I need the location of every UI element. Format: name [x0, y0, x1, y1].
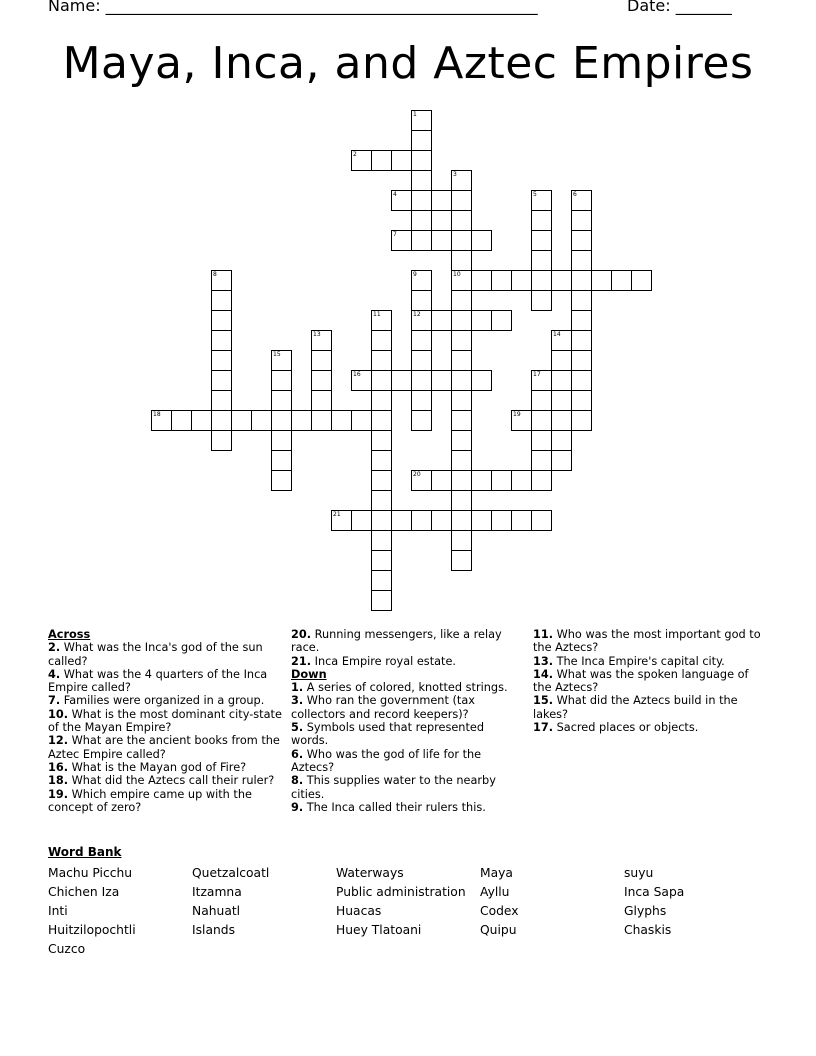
- crossword-cell[interactable]: [371, 590, 392, 611]
- clue: [291, 694, 519, 721]
- word-bank-column: [336, 864, 466, 940]
- crossword-cell[interactable]: [351, 410, 372, 431]
- crossword-cell[interactable]: [271, 430, 292, 451]
- crossword-cell[interactable]: [551, 410, 572, 431]
- word-bank-column: [480, 864, 519, 940]
- word-bank-word: Huacas: [336, 904, 382, 918]
- crossword-cell[interactable]: [411, 210, 432, 231]
- clue-text: What was the spoken language of the Aztecs?: [533, 667, 749, 695]
- clue: [48, 694, 284, 707]
- crossword-cell[interactable]: [371, 370, 392, 391]
- crossword-cell[interactable]: [511, 270, 532, 291]
- across-clues-part-2: [291, 628, 519, 668]
- clue-number: 11.: [533, 628, 554, 641]
- clue-number: 7.: [48, 694, 61, 708]
- crossword-cell[interactable]: [411, 190, 432, 211]
- clues-column-2: [291, 628, 519, 814]
- crossword-cell[interactable]: [451, 270, 472, 291]
- across-clues-part-1: [48, 641, 284, 814]
- clue-text: Who ran the government (tax collectors and record keepers)?: [291, 694, 475, 721]
- crossword-cell[interactable]: [351, 370, 372, 391]
- clues-column-1: [48, 628, 284, 814]
- crossword-cell[interactable]: [311, 390, 332, 411]
- crossword-cell[interactable]: [271, 450, 292, 471]
- crossword-cell[interactable]: [211, 270, 232, 291]
- crossword-cell[interactable]: [391, 510, 412, 531]
- cell-number: 12: [413, 311, 421, 318]
- crossword-cell[interactable]: [331, 410, 352, 431]
- clue-number: 19.: [48, 787, 69, 801]
- cell-number: 13: [313, 331, 321, 338]
- crossword-cell[interactable]: [211, 350, 232, 371]
- crossword-cell[interactable]: [551, 370, 572, 391]
- crossword-cell[interactable]: [491, 510, 512, 531]
- word-bank-word: Islands: [192, 923, 235, 937]
- crossword-cell[interactable]: [431, 510, 452, 531]
- crossword-cell[interactable]: [431, 190, 452, 211]
- clue: [48, 788, 284, 815]
- cell-number: 15: [273, 351, 281, 358]
- clue: [291, 681, 519, 694]
- crossword-cell[interactable]: [371, 330, 392, 351]
- crossword-cell[interactable]: [451, 350, 472, 371]
- crossword-cell[interactable]: [471, 470, 492, 491]
- crossword-cell[interactable]: [391, 190, 412, 211]
- crossword-cell[interactable]: [531, 210, 552, 231]
- crossword-cell[interactable]: [411, 330, 432, 351]
- crossword-cell[interactable]: [451, 230, 472, 251]
- clue-number: 17.: [533, 721, 554, 735]
- crossword-cell[interactable]: [571, 230, 592, 251]
- crossword-cell[interactable]: [211, 310, 232, 331]
- cell-number: 21: [333, 511, 341, 518]
- crossword-cell[interactable]: [531, 510, 552, 531]
- clue-text: Which empire came up with the concept of zero?: [48, 787, 252, 814]
- crossword-cell[interactable]: [531, 250, 552, 271]
- crossword-cell[interactable]: [571, 210, 592, 231]
- crossword-cell[interactable]: [211, 290, 232, 311]
- word-bank-word: Huey Tlatoani: [336, 923, 422, 937]
- crossword-cell[interactable]: [551, 430, 572, 451]
- word-bank-word: Quipu: [480, 923, 517, 937]
- crossword-cell[interactable]: [531, 410, 552, 431]
- word-bank-word: Codex: [480, 904, 519, 918]
- across-heading: Across: [48, 628, 91, 641]
- crossword-cell[interactable]: [211, 410, 232, 431]
- clue: [48, 641, 284, 668]
- cell-number: 2: [353, 151, 357, 158]
- cell-number: 1: [413, 111, 417, 118]
- word-bank-word: Ayllu: [480, 885, 510, 899]
- crossword-cell[interactable]: [411, 230, 432, 251]
- clue-number: 18.: [48, 774, 69, 788]
- crossword-cell[interactable]: [531, 470, 552, 491]
- cell-number: 10: [453, 271, 461, 278]
- clue-text: Running messengers, like a relay race.: [291, 628, 502, 655]
- crossword-cell[interactable]: [411, 390, 432, 411]
- clue: [533, 694, 769, 721]
- crossword-cell[interactable]: [431, 370, 452, 391]
- clue-number: 13.: [533, 654, 554, 668]
- crossword-cell[interactable]: [371, 310, 392, 331]
- crossword-cell[interactable]: [411, 310, 432, 331]
- crossword-cell[interactable]: [451, 190, 472, 211]
- crossword-cell[interactable]: [451, 310, 472, 331]
- crossword-cell[interactable]: [471, 510, 492, 531]
- cell-number: 7: [393, 231, 397, 238]
- clue-number: 9.: [291, 800, 304, 814]
- cell-number: 3: [453, 171, 457, 178]
- crossword-cell[interactable]: [451, 510, 472, 531]
- crossword-cell[interactable]: [611, 270, 632, 291]
- clue: [48, 734, 284, 761]
- cell-number: 9: [413, 271, 417, 278]
- clue-text: What is the Mayan god of Fire?: [68, 760, 247, 774]
- crossword-cell[interactable]: [451, 370, 472, 391]
- crossword-cell[interactable]: [391, 230, 412, 251]
- clue-number: 8.: [291, 774, 304, 788]
- crossword-cell[interactable]: [371, 350, 392, 371]
- word-bank-word: Chaskis: [624, 923, 672, 937]
- clue: [291, 655, 519, 668]
- clue-text: Who was the god of life for the Aztecs?: [291, 747, 482, 774]
- crossword-cell[interactable]: [551, 330, 572, 351]
- clue-text: The Inca Empire's capital city.: [553, 654, 725, 668]
- cell-number: 19: [513, 411, 521, 418]
- crossword-cell[interactable]: [451, 450, 472, 471]
- crossword-cell[interactable]: [471, 230, 492, 251]
- cell-number: 5: [533, 191, 537, 198]
- crossword-cell[interactable]: [211, 390, 232, 411]
- clue-text: Who was the most important god to the Aztecs?: [533, 628, 761, 655]
- down-heading: Down: [291, 667, 327, 681]
- clue-number: 2.: [48, 641, 61, 655]
- crossword-cell[interactable]: [211, 430, 232, 451]
- crossword-cell[interactable]: [471, 370, 492, 391]
- crossword-cell[interactable]: [531, 270, 552, 291]
- date-field[interactable]: Date: _______: [627, 0, 732, 15]
- crossword-cell[interactable]: [411, 170, 432, 191]
- crossword-cell[interactable]: [451, 330, 472, 351]
- crossword-cell[interactable]: [511, 510, 532, 531]
- clue-number: 1.: [291, 681, 304, 695]
- crossword-cell[interactable]: [531, 230, 552, 251]
- clue-number: 3.: [291, 694, 304, 708]
- crossword-cell[interactable]: [311, 410, 332, 431]
- clue-number: 10.: [48, 707, 69, 721]
- crossword-cell[interactable]: [371, 390, 392, 411]
- crossword-cell[interactable]: [211, 330, 232, 351]
- crossword-cell[interactable]: [251, 410, 272, 431]
- word-bank-word: Public administration: [336, 885, 466, 899]
- crossword-cell[interactable]: [571, 190, 592, 211]
- crossword-cell[interactable]: [571, 270, 592, 291]
- crossword-cell[interactable]: [411, 150, 432, 171]
- crossword-cell[interactable]: [491, 470, 512, 491]
- clue: [48, 668, 284, 695]
- crossword-cell[interactable]: [451, 430, 472, 451]
- crossword-cell[interactable]: [371, 450, 392, 471]
- clue: [533, 721, 769, 734]
- word-bank-title: Word Bank: [48, 845, 122, 859]
- clue-text: A series of colored, knotted strings.: [303, 681, 508, 695]
- clue-number: 16.: [48, 760, 69, 774]
- clue: [291, 721, 519, 748]
- word-bank-word: suyu: [624, 866, 654, 880]
- clue-number: 5.: [291, 721, 304, 735]
- clue: [533, 655, 769, 668]
- crossword-cell[interactable]: [411, 410, 432, 431]
- crossword-cell[interactable]: [171, 410, 192, 431]
- clue-number: 21.: [291, 654, 312, 668]
- clue-text: This supplies water to the nearby cities.: [291, 774, 496, 801]
- crossword-cell[interactable]: [631, 270, 652, 291]
- crossword-cell[interactable]: [411, 270, 432, 291]
- word-bank-word: Inca Sapa: [624, 885, 685, 899]
- down-clues-part-2: [533, 628, 769, 734]
- clue: [48, 774, 284, 787]
- crossword-cell[interactable]: [371, 490, 392, 511]
- clue-text: Sacred places or objects.: [553, 721, 699, 735]
- crossword-cell[interactable]: [271, 470, 292, 491]
- word-bank-word: Glyphs: [624, 904, 667, 918]
- crossword-cell[interactable]: [531, 190, 552, 211]
- crossword-cell[interactable]: [451, 470, 472, 491]
- clues-column-3: [533, 628, 769, 734]
- crossword-cell[interactable]: [531, 450, 552, 471]
- cell-number: 20: [413, 471, 421, 478]
- clue-number: 6.: [291, 747, 304, 761]
- word-bank-word: Cuzco: [48, 942, 86, 956]
- word-bank-word: Nahuatl: [192, 904, 241, 918]
- crossword-cell[interactable]: [591, 270, 612, 291]
- crossword-cell[interactable]: [191, 410, 212, 431]
- crossword-cell[interactable]: [371, 530, 392, 551]
- clue: [48, 708, 284, 735]
- crossword-cell[interactable]: [271, 350, 292, 371]
- crossword-cell[interactable]: [271, 410, 292, 431]
- crossword-cell[interactable]: [451, 390, 472, 411]
- crossword-cell[interactable]: [531, 290, 552, 311]
- cell-number: 6: [573, 191, 577, 198]
- word-bank-word: Machu Picchu: [48, 866, 133, 880]
- crossword-cell[interactable]: [551, 450, 572, 471]
- crossword-cell[interactable]: [351, 150, 372, 171]
- crossword-cell[interactable]: [471, 310, 492, 331]
- crossword-cell[interactable]: [371, 430, 392, 451]
- crossword-cell[interactable]: [571, 370, 592, 391]
- crossword-cell[interactable]: [411, 110, 432, 131]
- clue-text: What did the Aztecs call their ruler?: [68, 774, 275, 788]
- word-bank-word: Huitzilopochtli: [48, 923, 136, 937]
- clue-text: What is the most dominant city-state of the Mayan Empire?: [48, 707, 282, 735]
- cell-number: 17: [533, 371, 541, 378]
- crossword-cell[interactable]: [311, 350, 332, 371]
- crossword-cell[interactable]: [391, 370, 412, 391]
- clue-number: 12.: [48, 734, 69, 748]
- crossword-cell[interactable]: [411, 370, 432, 391]
- crossword-cell[interactable]: [451, 410, 472, 431]
- crossword-cell[interactable]: [451, 290, 472, 311]
- crossword-cell[interactable]: [431, 310, 452, 331]
- crossword-cell[interactable]: [551, 350, 572, 371]
- crossword-cell[interactable]: [551, 270, 572, 291]
- crossword-cell[interactable]: [451, 210, 472, 231]
- clue: [291, 774, 519, 801]
- crossword-cell[interactable]: [411, 350, 432, 371]
- crossword-cell[interactable]: [371, 470, 392, 491]
- cell-number: 4: [393, 191, 397, 198]
- crossword-cell[interactable]: [451, 250, 472, 271]
- clue: [291, 628, 519, 655]
- crossword-cell[interactable]: [231, 410, 252, 431]
- crossword-cell[interactable]: [411, 130, 432, 151]
- crossword-cell[interactable]: [571, 250, 592, 271]
- word-bank-word: Maya: [480, 866, 513, 880]
- clue: [533, 668, 769, 695]
- clue-number: 20.: [291, 628, 312, 641]
- crossword-cell[interactable]: [331, 510, 352, 531]
- crossword-cell[interactable]: [411, 290, 432, 311]
- clue-text: What was the 4 quarters of the Inca Empire called?: [48, 667, 268, 695]
- name-field[interactable]: Name: ______________________________________________________: [48, 0, 538, 15]
- word-bank-word: Chichen Iza: [48, 885, 120, 899]
- crossword-cell[interactable]: [471, 270, 492, 291]
- crossword-cell[interactable]: [371, 550, 392, 571]
- crossword-cell[interactable]: [371, 150, 392, 171]
- crossword-cell[interactable]: [371, 510, 392, 531]
- crossword-cell[interactable]: [571, 290, 592, 311]
- crossword-cell[interactable]: [371, 410, 392, 431]
- crossword-cell[interactable]: [151, 410, 172, 431]
- word-bank-column: [48, 864, 136, 959]
- word-bank-word: Inti: [48, 904, 68, 918]
- crossword-cell[interactable]: [411, 470, 432, 491]
- page-title: Maya, Inca, and Aztec Empires: [62, 38, 754, 89]
- crossword-cell[interactable]: [491, 310, 512, 331]
- crossword-cell[interactable]: [531, 390, 552, 411]
- clue: [291, 801, 519, 814]
- cell-number: 18: [153, 411, 161, 418]
- clue-text: What are the ancient books from the Aztec Empire called?: [48, 734, 280, 761]
- clue-text: Symbols used that represented words.: [291, 721, 485, 748]
- word-bank-word: Quetzalcoatl: [192, 866, 270, 880]
- crossword-cell[interactable]: [291, 410, 312, 431]
- word-bank-word: Waterways: [336, 866, 404, 880]
- crossword-cell[interactable]: [351, 510, 372, 531]
- crossword-cell[interactable]: [491, 270, 512, 291]
- crossword-cell[interactable]: [311, 370, 332, 391]
- crossword-cell[interactable]: [511, 470, 532, 491]
- crossword-cell[interactable]: [571, 410, 592, 431]
- clue: [291, 748, 519, 775]
- crossword-cell[interactable]: [531, 370, 552, 391]
- crossword-cell[interactable]: [431, 230, 452, 251]
- crossword-cell[interactable]: [451, 550, 472, 571]
- word-bank-column: [624, 864, 684, 940]
- crossword-cell[interactable]: [571, 310, 592, 331]
- crossword-cell[interactable]: [371, 570, 392, 591]
- cell-number: 16: [353, 371, 361, 378]
- clue-text: Families were organized in a group.: [60, 694, 265, 708]
- crossword-cell[interactable]: [451, 530, 472, 551]
- word-bank-word: Itzamna: [192, 885, 242, 899]
- crossword-cell[interactable]: [271, 370, 292, 391]
- clue-number: 15.: [533, 694, 554, 708]
- crossword-cell[interactable]: [211, 370, 232, 391]
- crossword-cell[interactable]: [531, 430, 552, 451]
- clue: [48, 761, 284, 774]
- down-clues-part-1: [291, 681, 519, 814]
- crossword-cell[interactable]: [391, 150, 412, 171]
- crossword-cell[interactable]: [451, 170, 472, 191]
- clue-number: 14.: [533, 667, 554, 681]
- word-bank-column: [192, 864, 269, 940]
- crossword-cell[interactable]: [571, 390, 592, 411]
- clue-text: What was the Inca's god of the sun called?: [48, 641, 263, 668]
- cell-number: 8: [213, 271, 217, 278]
- crossword-cell[interactable]: [271, 390, 292, 411]
- crossword-cell[interactable]: [451, 490, 472, 511]
- crossword-cell[interactable]: [431, 470, 452, 491]
- clue-text: What did the Aztecs build in the lakes?: [533, 694, 738, 721]
- clue: [533, 628, 769, 655]
- clue-text: Inca Empire royal estate.: [311, 654, 457, 668]
- cell-number: 14: [553, 331, 561, 338]
- crossword-cell[interactable]: [571, 330, 592, 351]
- clue-text: The Inca called their rulers this.: [303, 800, 486, 814]
- clue-number: 4.: [48, 667, 61, 681]
- crossword-cell[interactable]: [571, 350, 592, 371]
- crossword-cell[interactable]: [551, 390, 572, 411]
- crossword-cell[interactable]: [311, 330, 332, 351]
- cell-number: 11: [373, 311, 381, 318]
- crossword-cell[interactable]: [411, 510, 432, 531]
- crossword-cell[interactable]: [511, 410, 532, 431]
